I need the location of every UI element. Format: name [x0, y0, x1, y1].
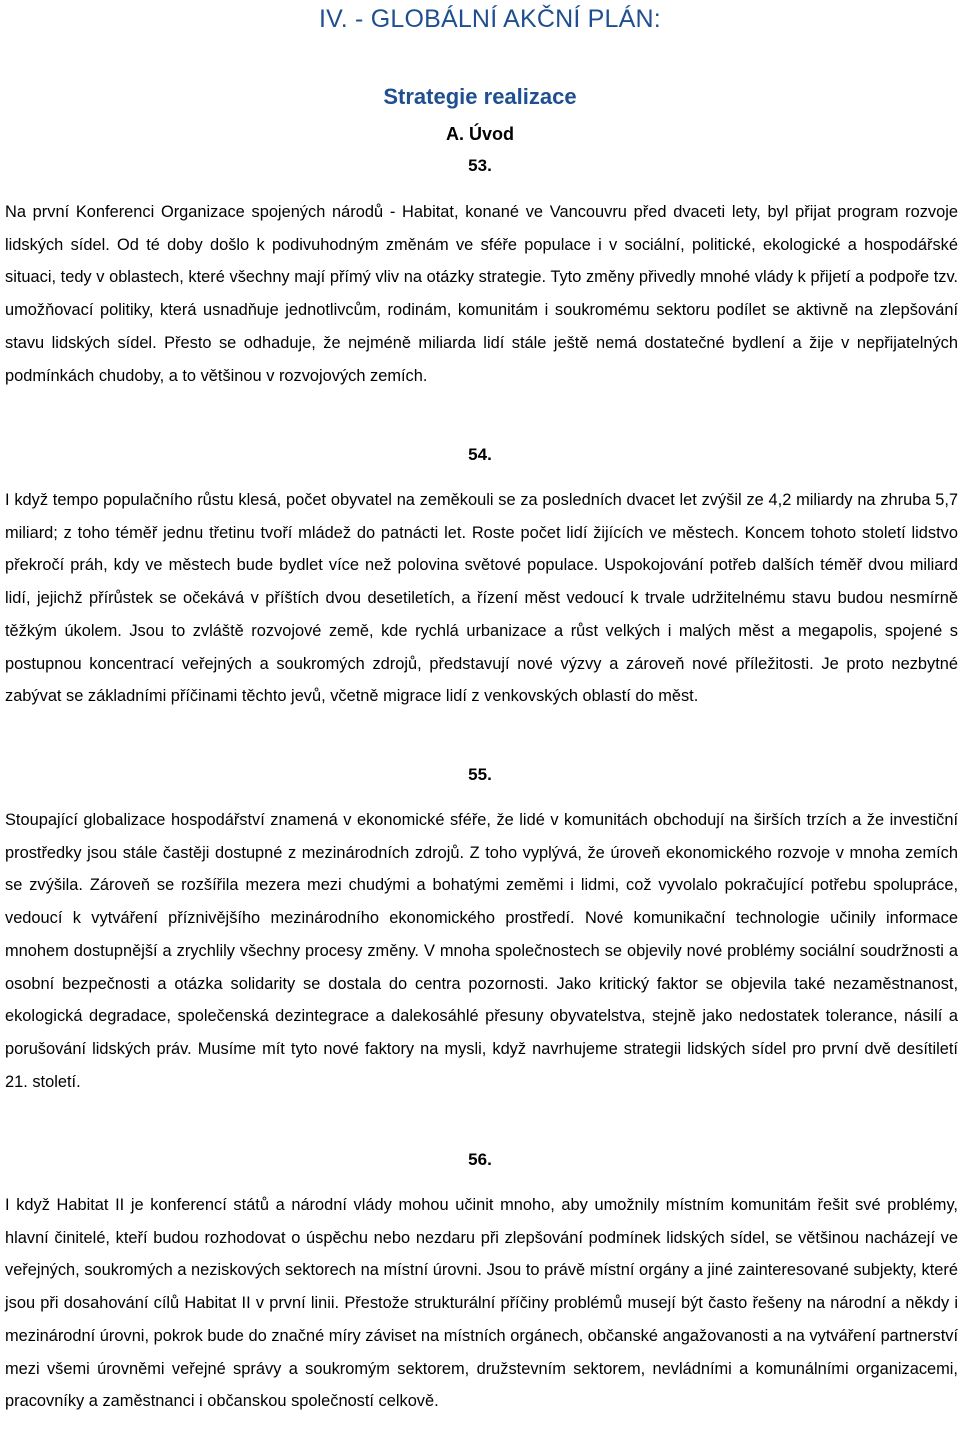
paragraph-56-text: I když Habitat II je konferencí států a národní vlády mohou učinit mnoho, aby umožnily místním komunitám řešit své problémy, hlavní činitelé, kteří budou rozhodovat o úspěchu nebo nezdaru při zlepšování podmínek lidských sídel, se většinou nacházejí ve veřejných, soukromých a neziskových sektorech na místní úrovni. Jsou to právě místní orgány a jiné zainteresované subjekty, které jsou při dosahování cílů Habitat II v první linii. Přestože strukturální příčiny problémů musejí být často řešeny na národní a někdy i mezinárodní úrovni, pokrok bude do značné míry záviset na místních orgánech, občanské angažovanosti a na vytváření partnerství mezi všemi úrovněmi veřejné správy a soukromým sektorem, družstevním sektorem, nevládními a komunálními organizacemi, pracovníky a zaměstnanci i občanskou společností celkově.	[5, 1196, 958, 1411]
paragraph-number-56: 56.	[468, 1150, 492, 1169]
document-title: IV. - GLOBÁLNÍ AKČNÍ PLÁN:	[319, 5, 661, 33]
paragraph-53-text: Na první Konferenci Organizace spojených národů - Habitat, konané ve Vancouvru před dvaceti lety, byl přijat program rozvoje lidských sídel. Od té doby došlo k podivuhodným změnám ve sféře populace i v sociální, politické, ekologické a hospodářské situaci, tedy v oblastech, které všechny mají přímý vliv na otázky strategie. Tyto změny přivedly mnohé vlády k přijetí a podpoře tzv. umožňovací politiky, která usnadňuje jednotlivcům, rodinám, komunitám i soukromému sektoru podílet se aktivně na zlepšování stavu lidských sídel. Přesto se odhaduje, že nejméně miliarda lidí stále ještě nemá dostatečné bydlení a žije v nepřijatelných podmínkách chudoby, a to většinou v rozvojových zemích.	[5, 203, 958, 385]
paragraph-number-54: 54.	[468, 445, 492, 464]
paragraph-number-53: 53.	[468, 156, 492, 175]
paragraph-number-55: 55.	[468, 765, 492, 784]
paragraph-55-text: Stoupající globalizace hospodářství znamená v ekonomické sféře, že lidé v komunitách obchodují na širších trzích a že investiční prostředky jsou stále častěji dostupné z mezinárodních zdrojů. Z toho vyplývá, že úroveň ekonomického rozvoje v mnoha zemích se zvýšila. Zároveň se rozšířila mezera mezi chudými a bohatými zeměmi i lidmi, což vyvolalo pokračující potřebu spolupráce, vedoucí k vytváření příznivějšího mezinárodního ekonomického prostředí. Nové komunikační technologie učinily informace mnohem dostupnější a zrychlily všechny procesy změny. V mnoha společnostech se objevily nové problémy sociální soudržnosti a osobní bezpečnosti a otázka solidarity se dostala do centra pozornosti. Jako kritický faktor se objevila také nezaměstnanost, ekologická degradace, společenská dezintegrace a dalekosáhlé přesuny obyvatelstva, stejně jako nedostatek tolerance, násilí a porušování lidských práv. Musíme mít tyto nové faktory na mysli, když navrhujeme strategii lidských sídel pro první dvě desítiletí 21. století.	[5, 811, 958, 1091]
paragraph-54-text: I když tempo populačního růstu klesá, počet obyvatel na zeměkouli se za posledních dvacet let zvýšil ze 4,2 miliardy na zhruba 5,7 miliard; z toho téměř jednu třetinu tvoří mládež do patnácti let. Roste počet lidí žijících ve městech. Koncem tohoto století lidstvo překročí práh, kdy ve městech bude bydlet více než polovina světové populace. Uspokojování potřeb dalších téměř dvou miliard lidí, jejichž přírůstek se očekává v příštích dvou desetiletích, a řízení měst vedoucí k trvale udržitelnému stavu budou nesmírně těžkým úkolem. Jsou to zvláště rozvojové země, kde rychlá urbanizace a růst velkých i malých měst a megapolis, spojené s postupnou koncentrací veřejných a soukromých zdrojů, představují nové výzvy a zároveň nové příležitosti. Je proto nezbytné zabývat se základními příčinami těchto jevů, včetně migrace lidí z venkovských oblastí do měst.	[5, 491, 958, 706]
section-title: Strategie realizace	[383, 84, 577, 109]
subsection-title: A. Úvod	[445, 124, 514, 144]
